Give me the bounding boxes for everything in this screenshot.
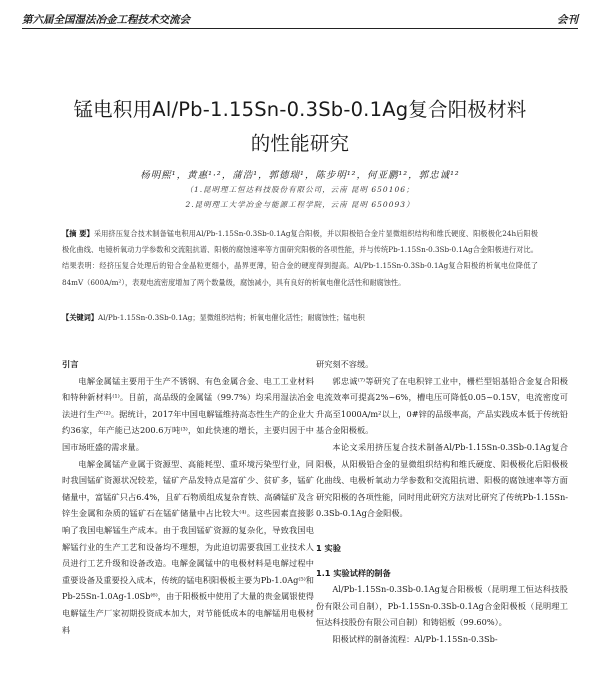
abstract: [62, 226, 538, 291]
body-paragraph: Al/Pb-1.15Sn-0.3Sb-0.1Ag复合阳极板（昆明理工恒达科技股份有限公司自制），Pb-1.15Sn-0.3Sb-0.1Ag合金阳极板（昆明理工恒达科技股份有限公司自制）和铸铝板（99.60%）。: [316, 584, 568, 628]
paper-title-line-2: 的性能研究: [250, 132, 350, 155]
affiliation-1: （1.昆明理工恒达科技股份有限公司，云南 昆明 650106；: [185, 185, 415, 194]
body-paragraph: 电解金属锰产业属于资源型、高能耗型、重环境污染型行业，同时我国锰矿资源状况较差，锰矿产品发特点是富矿少、贫矿多，锰矿储量中，富锰矿只占6.4%，且矿石物质组成复杂育铁、高磷锰矿及含锌生金属和杂质的锰矿石在锰矿储量中占比较大⁽⁴⁾。这些因素直接影响了我国电解锰生产成本。由于我国锰矿资源的复杂化，导致我国电解锰行业的生产工艺和设备均不理想，为此迫切需要我国工业技术人员进行工艺升级和设备改造。电解金属锰中的电极材料是电解过程中重要设备及重要投入成本，传统的锰电积阳极板主要为Pb-1.0Ag⁽⁵⁾和Pb-25Sn-1.0Ag-1.0Sb⁽⁶⁾，由于阳极板中使用了大量的贵金属银使得电解锰生产厂家初期投资成本加大，对节能低成本的电解锰用电极材料: [62, 458, 314, 635]
body-paragraph: 郭忠诚⁽⁷⁾等研究了在电积锌工业中，栅栏型铝基铅合金复合阳极电流效率可提高2%~6%，槽电压可降低0.05~0.15V，电流密度可升高至1000A/m²以上，0#锌的品级率高，产品实践成本低于传统铅基合金阳极板。: [316, 375, 568, 436]
paper-title-line-1: 锰电积用Al/Pb-1.15Sn-0.3Sb-0.1Ag复合阳极材料: [73, 98, 527, 121]
abstract-text: 采用挤压复合技术制备锰电积用Al/Pb-1.15Sn-0.3Sb-0.1Ag复合阳极，并以阳极铅合金片显微组织结构和维氏硬度、阳极极化24h后阳极极化曲线、电镜析氧动力学参数和交流阻抗谱、阳极的腐蚀速率等方面研究阳极的各项性能，并与传统Pb-1.15Sn-0.3Sb-0.1Ag合金阳极进行对比。结果表明：经挤压复合处理后的铅合金晶粒更细小，晶界更薄，铅合金的硬度得到提高。Al/Pb-1.15Sn-0.3Sb-0.1Ag复合阳极的析氧电位降低了84mV（600A/m²），表观电流密度增加了两个数量级，腐蚀减小，具有良好的析氧电催化活性和耐腐蚀性。: [62, 229, 538, 287]
abstract-label: 【摘 要】: [62, 229, 94, 238]
right-column: [316, 356, 568, 648]
body-paragraph: 阳极试样的制备流程：Al/Pb-1.15Sn-0.3Sb-: [332, 633, 498, 644]
keywords-text: Al/Pb-1.15Sn-0.3Sb-0.1Ag；显微组织结构；析氧电催化活性；耐腐蚀性；锰电积: [97, 313, 365, 322]
intro-heading: 引言: [62, 359, 79, 369]
section-name: 会刊: [557, 14, 578, 26]
subsection-1-1-heading: 1.1 实验试样的制备: [316, 567, 391, 578]
conference-name: 第六届全国湿法冶金工程技术交流会: [22, 14, 190, 26]
affiliation-2: 2.昆明理工大学冶金与能源工程学院，云南 昆明 650093）: [185, 200, 415, 209]
body-paragraph: 本论文采用挤压复合技术制备Al/Pb-1.15Sn-0.3Sb-0.1Ag复合阳极，从阳极铅合金的显微组织结构和维氏硬度、阳极极化后阳极极化曲线、电极析氧动力学参数和交流阻抗谱、阳极的腐蚀速率等方面研究阳极的各项性能，同时用此研究方法对比研究了传统Pb-1.15Sn-0.3Sb-0.1Ag合金阳极。: [316, 441, 568, 519]
running-header: [22, 12, 578, 29]
author-list: 杨明熙¹，黄惠¹·²，蒲浩¹，郭德瑞¹，陈步明¹²，何亚鹏¹²，郭忠诚¹²: [140, 170, 460, 181]
keywords: [62, 313, 560, 323]
section-1-heading: 1 实验: [316, 542, 341, 553]
body-paragraph: 电解金属锰主要用于生产不锈钢、有色金属合金、电工工业材料和特种新材料⁽¹⁾。目前，高品级的金属锰（99.7%）均采用湿法冶金法进行生产⁽²⁾。据统计，2017年中国电解锰维持高态性生产的企业大约36家，年产能已达200.6万吨⁽³⁾，如此快速的增长，主要归因于中国市场旺盛的需求量。: [62, 375, 314, 452]
left-column: [62, 356, 314, 638]
keywords-label: 【关键词】: [62, 313, 98, 322]
body-paragraph: 研究刻不容缓。: [316, 359, 374, 369]
